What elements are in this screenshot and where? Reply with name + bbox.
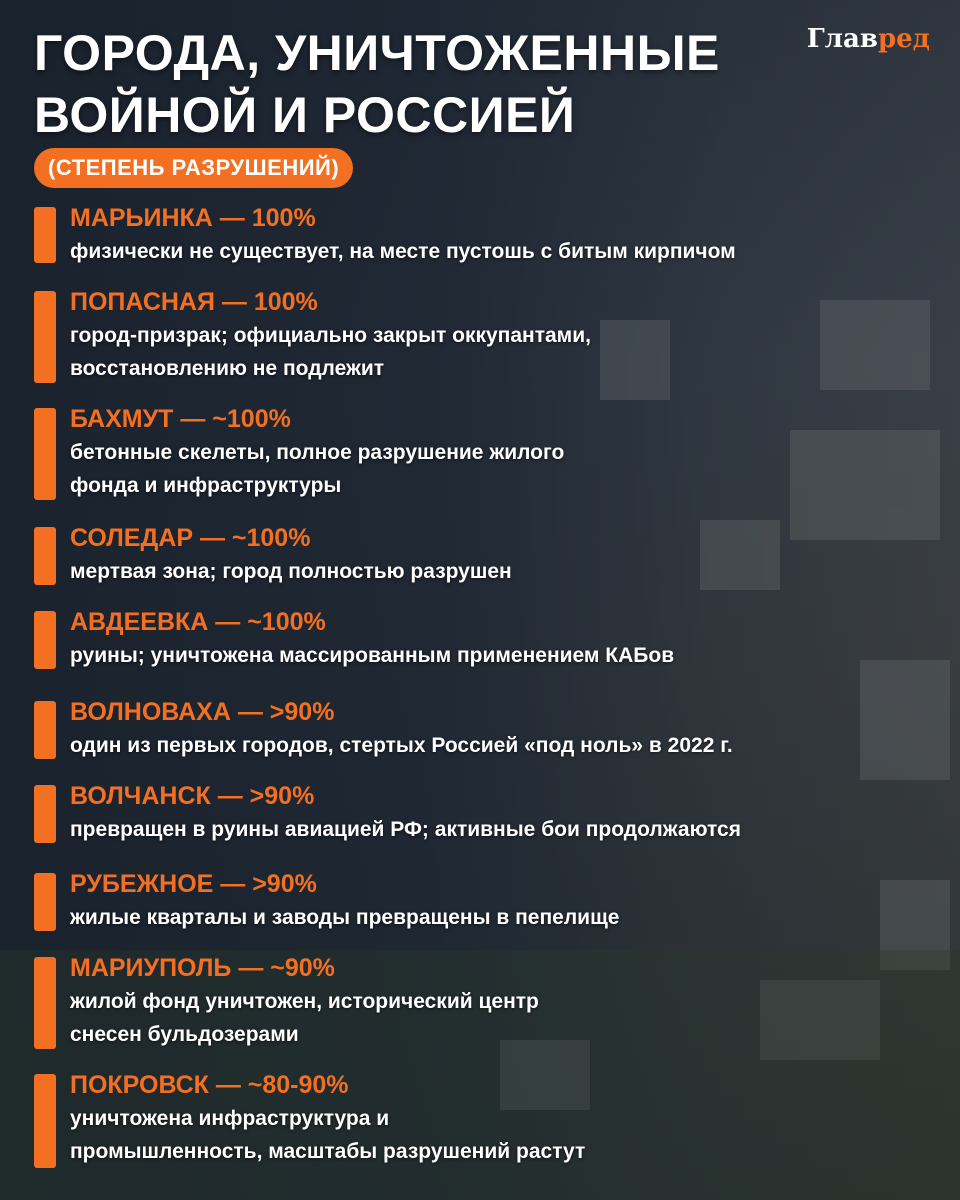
city-title: МАРИУПОЛЬ — ~90%	[70, 954, 335, 982]
city-title: ПОПАСНАЯ — 100%	[70, 288, 318, 316]
description-line: восстановлению не подлежит	[70, 357, 385, 380]
city-title: РУБЕЖНОЕ — >90%	[70, 870, 317, 898]
city-title: ВОЛЧАНСК — >90%	[70, 782, 315, 810]
city-description	[70, 235, 860, 268]
description-line: снесен бульдозерами	[70, 1023, 299, 1046]
accent-bar	[34, 957, 56, 1049]
city-description	[70, 319, 860, 385]
city-title: ПОКРОВСК — ~80-90%	[70, 1071, 349, 1099]
accent-bar	[34, 785, 56, 843]
accent-bar	[34, 527, 56, 585]
description-line: жилые кварталы и заводы превращены в пепелище	[70, 906, 620, 929]
accent-bar	[34, 408, 56, 500]
logo-accent: ред	[877, 24, 930, 54]
description-line: бетонные скелеты, полное разрушение жилого	[70, 441, 565, 464]
city-description	[70, 813, 860, 846]
description-line: уничтожена инфраструктура и	[70, 1107, 390, 1130]
city-description	[70, 1102, 860, 1168]
description-line: фонда и инфраструктуры	[70, 474, 342, 497]
description-line: физически не существует, на месте пустошь с битым кирпичом	[70, 240, 736, 263]
accent-bar	[34, 207, 56, 263]
description-line: мертвая зона; город полностью разрушен	[70, 560, 512, 583]
accent-bar	[34, 701, 56, 759]
city-title: ВОЛНОВАХА — >90%	[70, 698, 335, 726]
page-title	[34, 22, 720, 146]
accent-bar	[34, 873, 56, 931]
city-description	[70, 555, 860, 588]
city-description	[70, 985, 860, 1051]
description-line: город-призрак; официально закрыт оккупантами,	[70, 324, 591, 347]
description-line: руины; уничтожена массированным применением КАБов	[70, 644, 675, 667]
city-title: МАРЬИНКА — 100%	[70, 204, 316, 232]
description-line: превращен в руины авиацией РФ; активные бои продолжаются	[70, 818, 741, 841]
glavred-logo	[807, 24, 930, 54]
city-title: БАХМУТ — ~100%	[70, 405, 291, 433]
city-title: АВДЕЕВКА — ~100%	[70, 608, 326, 636]
title-line-2: ВОЙНОЙ И РОССИЕЙ	[34, 87, 576, 143]
title-line-1: ГОРОДА, УНИЧТОЖЕННЫЕ	[34, 25, 720, 81]
accent-bar	[34, 1074, 56, 1168]
city-description	[70, 639, 860, 672]
description-line: жилой фонд уничтожен, исторический центр	[70, 990, 539, 1013]
accent-bar	[34, 611, 56, 669]
city-description	[70, 729, 860, 762]
city-description	[70, 901, 860, 934]
description-line: промышленность, масштабы разрушений растут	[70, 1140, 586, 1163]
accent-bar	[34, 291, 56, 383]
logo-main: Глав	[806, 24, 878, 54]
city-description	[70, 436, 860, 502]
city-title: СОЛЕДАР — ~100%	[70, 524, 311, 552]
description-line: один из первых городов, стертых Россией «под ноль» в 2022 г.	[70, 734, 733, 757]
subtitle-badge: (СТЕПЕНЬ РАЗРУШЕНИЙ)	[34, 148, 353, 188]
